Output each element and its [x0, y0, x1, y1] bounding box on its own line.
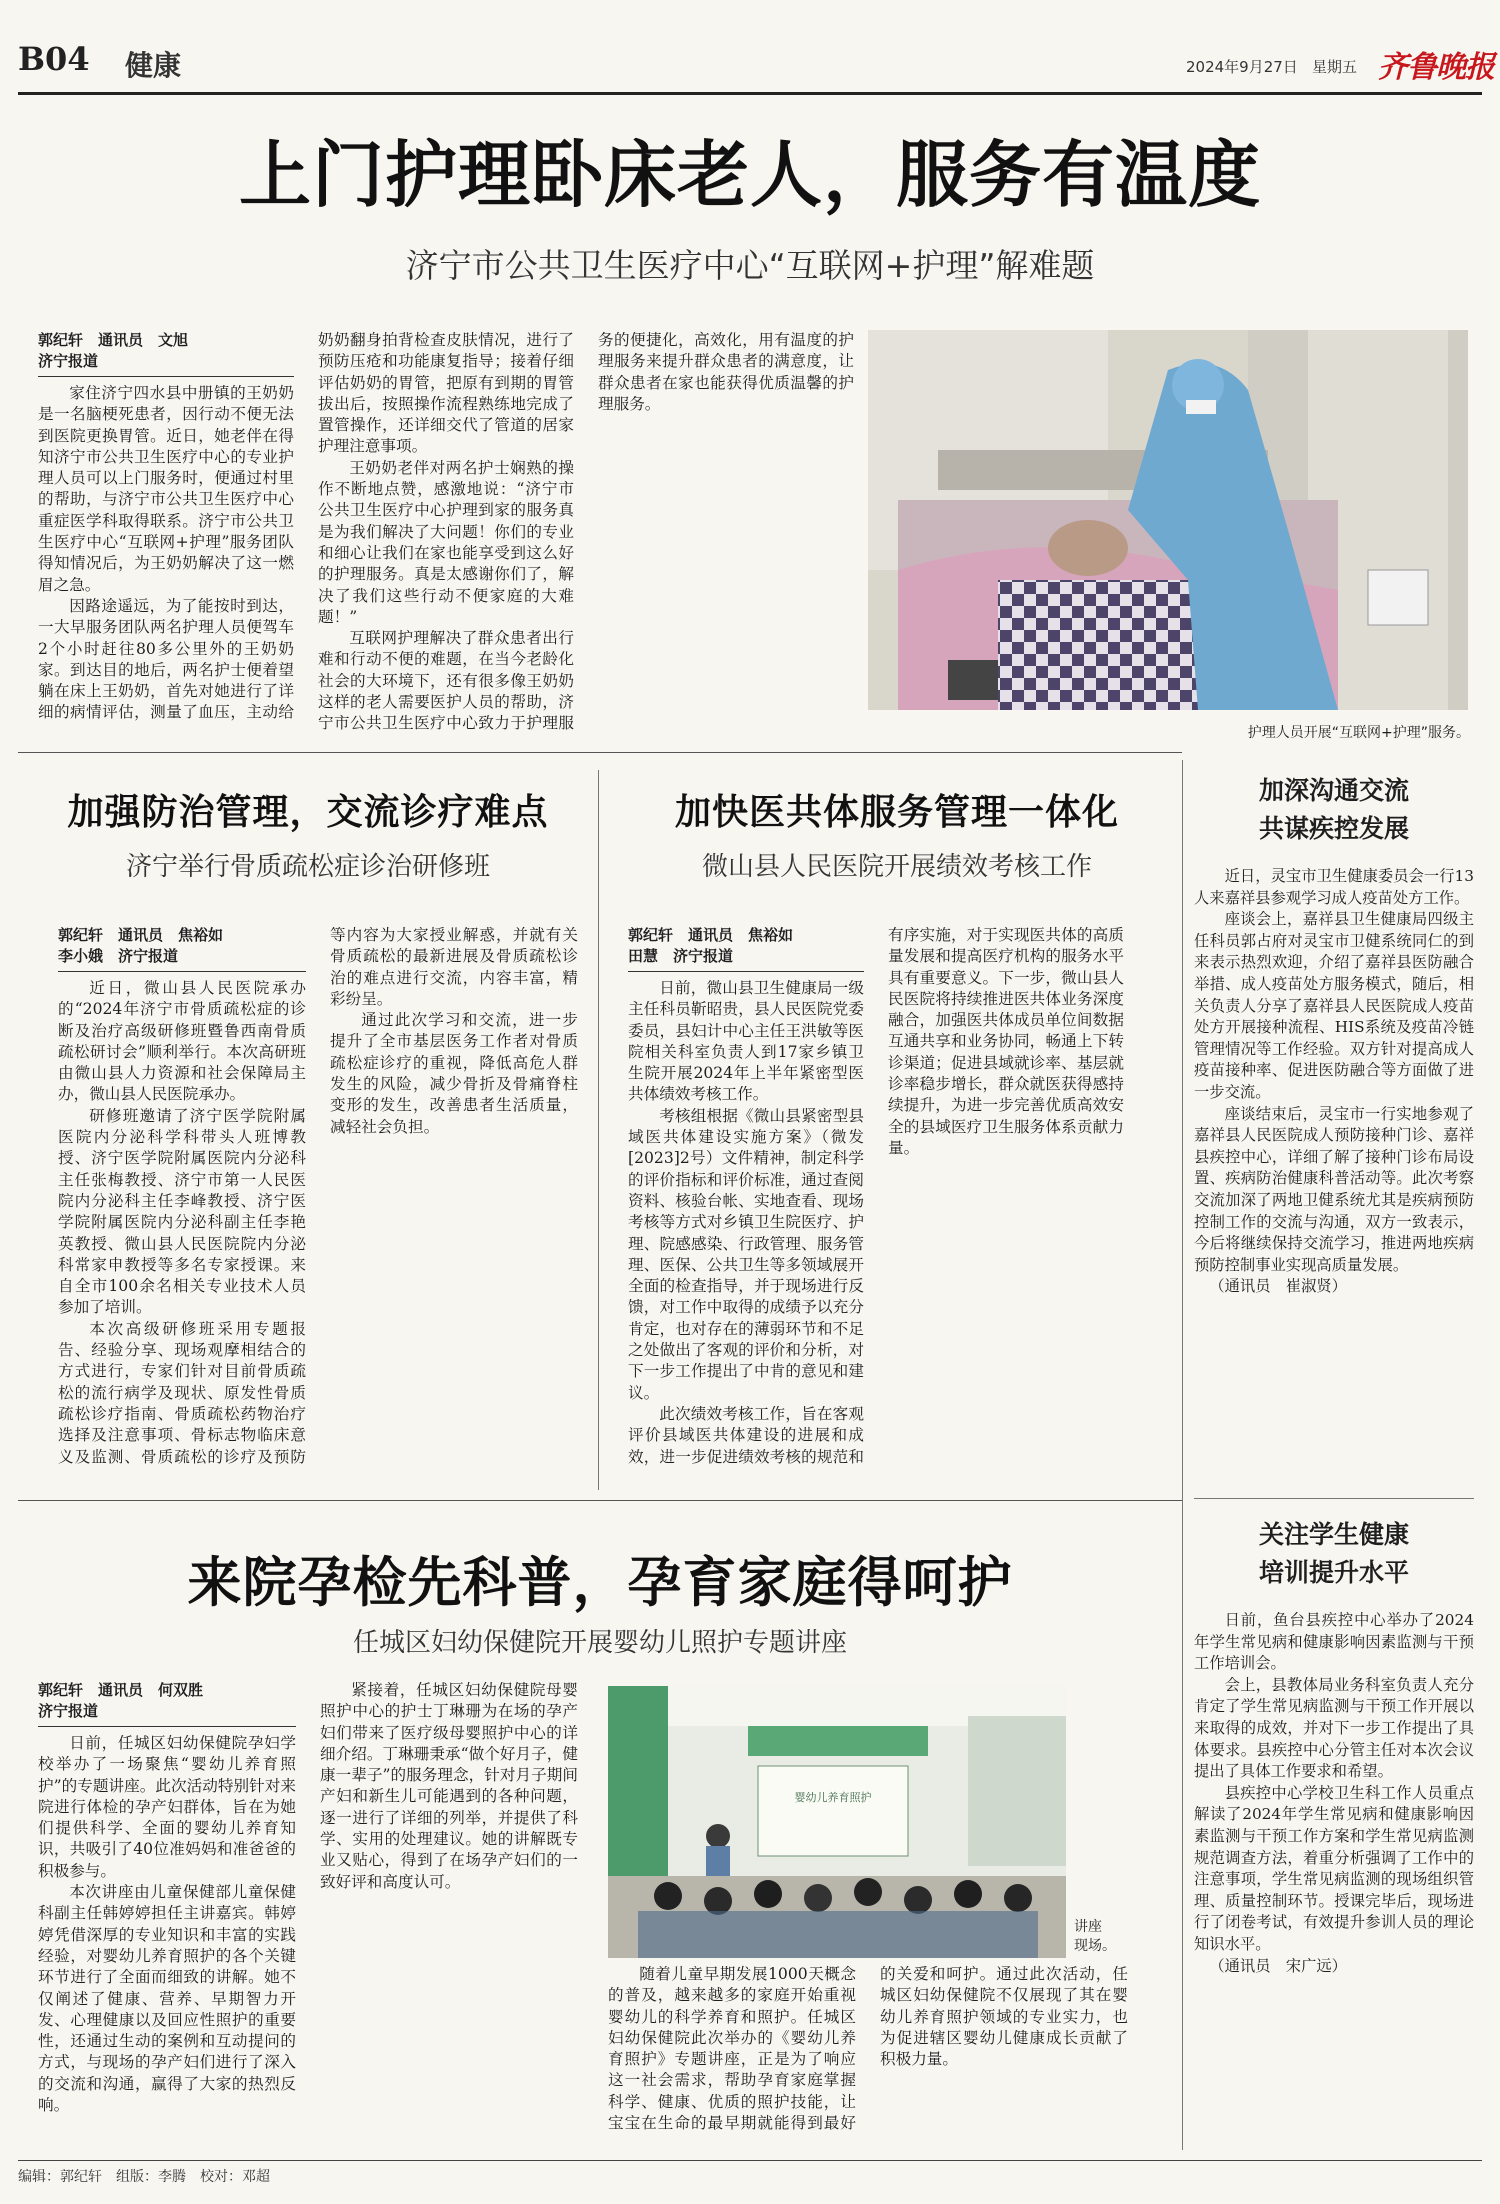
weekday: 星期五: [1312, 58, 1358, 76]
article-body-a4-left: 郭纪轩 通讯员 何双胜 济宁报道 日前，任城区妇幼保健院孕妇学校举办了一场聚焦“婴幼儿养育照护”的专题讲座。此次活动特别针对来院进行体检的孕产妇群体，旨在为她们提供科学、全面的婴幼儿养育知识，共吸引了40位准妈妈和准爸爸的积极参与。 本次讲座由儿童保健部儿童保健科副主任韩婷婷担任主讲嘉宾。韩婷婷凭借深厚的专业知识和丰富的实践经验，对婴幼儿养育照护的各个关键环节进行了全面而细致的讲解。她不仅阐述了健康、营养、早期智力开发、心理健康以及回应性照护的重要性，还通过生动的案例和互动提问的方式，与现场的孕产妇们进行了深入的交流和沟通，赢得了大家的热烈反响。 紧接着，任城区妇幼保健院母婴照护中心的护士丁琳珊为在场的孕产妇们带来了医疗级母婴照护中心的详细介绍。丁琳珊秉承“做个好月子，健康一辈子”的服务理念，针对月子期间产妇和新生儿可能遇到的各种问题，逐一进行了详细的列举，并提供了科学、实用的处理建议。她的讲解既专业又贴心，得到了在场孕产妇们的一致好评和高度认可。: [38, 1681, 578, 2115]
sidebar-headline-1: 加深沟通交流 共谋疾控发展: [1258, 776, 1409, 843]
photo-lecture-scene: [608, 1686, 1066, 1958]
photo-caption-a4: 讲座 现场。: [1074, 1919, 1116, 1954]
byline-a3: 郭纪轩 通讯员 焦裕如 田慧 济宁报道: [628, 925, 864, 972]
subheadline-a4: 任城区妇幼保健院开展婴幼儿照护专题讲座: [352, 1628, 847, 1658]
headline-a1: 上门护理卧床老人，服务有温度: [238, 132, 1261, 217]
header-rule: [18, 92, 1482, 95]
issue-date: 2024年9月27日: [1186, 58, 1298, 76]
byline-a1: 郭纪轩 通讯员 文旭 济宁报道: [38, 330, 294, 377]
byline-a4: 郭纪轩 通讯员 何双胜 济宁报道: [38, 1680, 296, 1727]
sidebar-news-1: 加深沟通交流 共谋疾控发展 近日，灵宝市卫生健康委员会一行13人来嘉祥县参观学习成人疫苗处方工作。 座谈会上，嘉祥县卫生健康局四级主任科员郭占府对灵宝市卫健系统同仁的到来表示热烈欢迎，介绍了嘉祥县医防融合举措、成人疫苗处方服务模式，随后，相关负责人分享了嘉祥县人民医院成人疫苗处方开展接种流程、HIS系统及疫苗冷链管理情况等工作经验。双方针对提高成人疫苗接种率、促进医防融合等方面做了进一步交流。 座谈结束后，灵宝市一行实地参观了嘉祥县人民医院成人预防接种门诊、嘉祥县疾控中心，详细了解了接种门诊布局设置、疾病防治健康科普活动等。此次考察交流加深了两地卫健系统尤其是疾病预防控制工作的交流与沟通，双方一致表示，今后将继续保持交流学习，推进两地疾病预防控制事业实现高质量发展。 （通讯员 崔淑贤）: [1194, 772, 1474, 1506]
article-body-a3: 郭纪轩 通讯员 焦裕如 田慧 济宁报道 日前，微山县卫生健康局一级主任科员靳昭贵，县人民医院党委委员，县妇计中心主任王洪敏等医院相关科室负责人到17家乡镇卫生院开展2024年上半年紧密型医共体绩效考核工作。 考核组根据《微山县紧密型县域医共体建设实施方案》（微发[2023]2号）文件精神，制定科学的评价指标和评价标准，通过查阅资料、核验台帐、实地查看、现场考核等方式对乡镇卫生院医疗、护理、院感感染、行政管理、服务管理、医保、公共卫生等多领域展开全面的检查指导，并于现场进行反馈，对工作中取得的成绩予以充分肯定，也对存在的薄弱环节和不足之处做出了客观的评价和分析，对下一步工作提出了中肯的意见和建议。 此次绩效考核工作，旨在客观评价县域医共体建设的进展和成效，进一步促进绩效考核的规范和有序实施，对于实现医共体的高质量发展和提高医疗机构的服务水平具有重要意义。下一步，微山县人民医院将持续推进医共体业务深度融合，加强医共体成员单位间数据互通共享和业务协同，畅通上下转诊渠道；促进县域就诊率、基层就诊率稳步增长，群众就医获得感持续提升，为进一步完善优质高效安全的县域医疗卫生服务体系贡献力量。: [628, 926, 1124, 1466]
sidebar-divider: [1194, 1498, 1474, 1499]
subheadline-a2: 济宁举行骨质疏松症诊治研修班: [125, 852, 490, 882]
masthead-logo: 齐鲁晚报: [1378, 50, 1494, 85]
headline-a4: 来院孕检先科普，孕育家庭得呵护: [187, 1550, 1013, 1614]
headline-a2: 加强防治管理，交流诊疗难点: [67, 791, 549, 833]
sidebar-rule: [1182, 760, 1183, 2150]
headline-a3: 加快医共体服务管理一体化: [674, 791, 1119, 833]
article-body-a2: 郭纪轩 通讯员 焦裕如 李小娥 济宁报道 近日，微山县人民医院承办的“2024年济宁市骨质疏松症的诊断及治疗高级研修班暨鲁西南骨质疏松研讨会”顺利举行。本次高研班由微山县人力资源和社会保障局主办，微山县人民医院承办。 研修班邀请了济宁医学院附属医院内分泌科学科带头人班博教授、济宁医学院附属医院内分泌科主任张梅教授、济宁市第一人民医院内分泌科主任李峰教授、济宁医学院附属医院内分泌科副主任李艳英教授、微山县人民医院院内分泌科常家申教授等多名专家授课。来自全市100余名相关专业技术人员参加了培训。 本次高级研修班采用专题报告、经验分享、现场观摩相结合的方式进行，专家们针对目前骨质疏松的流行病学及现状、原发性骨质疏松诊疗指南、骨质疏松药物治疗选择及注意事项、骨标志物临床意义及监测、骨质疏松的诊疗及预防等内容为大家授业解惑，并就有关骨质疏松的最新进展及骨质疏松诊治的难点进行交流，内容丰富，精彩纷呈。 通过此次学习和交流，进一步提升了全市基层医务工作者对骨质疏松症诊疗的重视，降低高危人群发生的风险，减少骨折及骨痛脊柱变形的发生，改善患者生活质量，减轻社会负担。: [58, 926, 578, 1466]
subheadline-a3: 微山县人民医院开展绩效考核工作: [701, 852, 1092, 882]
poster-text: 婴幼儿养育照护: [794, 1791, 872, 1804]
byline-a2: 郭纪轩 通讯员 焦裕如 李小娥 济宁报道: [58, 925, 306, 972]
subheadline-a1: 济宁市公共卫生医疗中心“互联网+护理”解难题: [405, 246, 1095, 285]
article-body-a1: 郭纪轩 通讯员 文旭 济宁报道 家住济宁四水县中册镇的王奶奶是一名脑梗死患者，因行动不便无法到医院更换胃管。近日，她老伴在得知济宁市公共卫生医疗中心的专业护理人员可以上门服务时，便通过村里的帮助，与济宁市公共卫生医疗中心重症医学科取得联系。济宁市公共卫生医疗中心“互联网+护理”服务团队得知情况后，为王奶奶解决了这一燃眉之急。 因路途遥远，为了能按时到达，一大早服务团队两名护理人员便驾车2个小时赶往80多公里外的王奶奶家。到达目的地后，两名护士便着望躺在床上王奶奶，首先对她进行了详细的病情评估，测量了血压，主动给奶奶翻身拍背检查皮肤情况，进行了预防压疮和功能康复指导；接着仔细评估奶奶的胃管，把原有到期的胃管拔出后，按照操作流程熟练地完成了置管操作，还详细交代了管道的居家护理注意事项。 王奶奶老伴对两名护士娴熟的操作不断地点赞，感激地说：“济宁市公共卫生医疗中心护理到家的服务真是为我们解决了大问题！你们的专业和细心让我们在家也能享受到这么好的护理服务。真是太感谢你们了，解决了我们这些行动不便家庭的大难题！” 互联网护理解决了群众患者出行难和行动不便的难题，在当今老龄化社会的大环境下，还有很多像王奶奶这样的老人需要医护人员的帮助，济宁市公共卫生医疗中心致力于护理服务的便捷化，高效化，用有温度的护理服务来提升群众患者的满意度，让群众患者在家也能获得优质温馨的护理服务。: [38, 331, 854, 733]
sidebar-headline-2: 关注学生健康 培训提升水平: [1258, 1520, 1409, 1587]
photo-caption-a1: 护理人员开展“互联网+护理”服务。: [1247, 725, 1470, 741]
footer-rule: [18, 2160, 1482, 2161]
page-number: B04: [18, 40, 90, 78]
divider-a1: [18, 752, 1182, 753]
column-rule: [598, 770, 599, 1490]
sidebar-news-2: 关注学生健康 培训提升水平 日前，鱼台县疾控中心举办了2024年学生常见病和健康影响因素监测与干预工作培训会。 会上，县教体局业务科室负责人充分肯定了学生常见病监测与干预工作开展以来取得的成效，并对下一步工作提出了具体要求。县疾控中心分管主任对本次会议提出了具体工作要求和希望。 县疾控中心学校卫生科工作人员重点解读了2024年学生常见病和健康影响因素监测与干预工作方案和学生常见病监测规范调查方法，着重分析强调了工作中的注意事项，学生常见病监测的现场组织管理、质量控制环节。授课完毕后，现场进行了闭卷考试，有效提升参训人员的理论知识水平。 （通讯员 宋广远）: [1194, 1516, 1474, 2170]
divider-a3: [18, 1500, 1182, 1501]
section-name: 健康: [125, 49, 182, 82]
photo-nursing-home-visit: [868, 330, 1468, 710]
editor-credits: 编辑：郭纪轩 组版：李腾 校对：邓超: [18, 2169, 270, 2185]
article-body-a4-right: 随着儿童早期发展1000天概念的普及，越来越多的家庭开始重视婴幼儿的科学养育和照护。任城区妇幼保健院此次举办的《婴幼儿养育照护》专题讲座，正是为了响应这一社会需求，帮助孕育家庭掌握科学、健康、优质的照护技能，让宝宝在生命的最早期就能得到最好的关爱和呵护。通过此次活动，任城区妇幼保健院不仅展现了其在婴幼儿养育照护领域的专业实力，也为促进辖区婴幼儿健康成长贡献了积极力量。: [608, 1965, 1128, 2133]
